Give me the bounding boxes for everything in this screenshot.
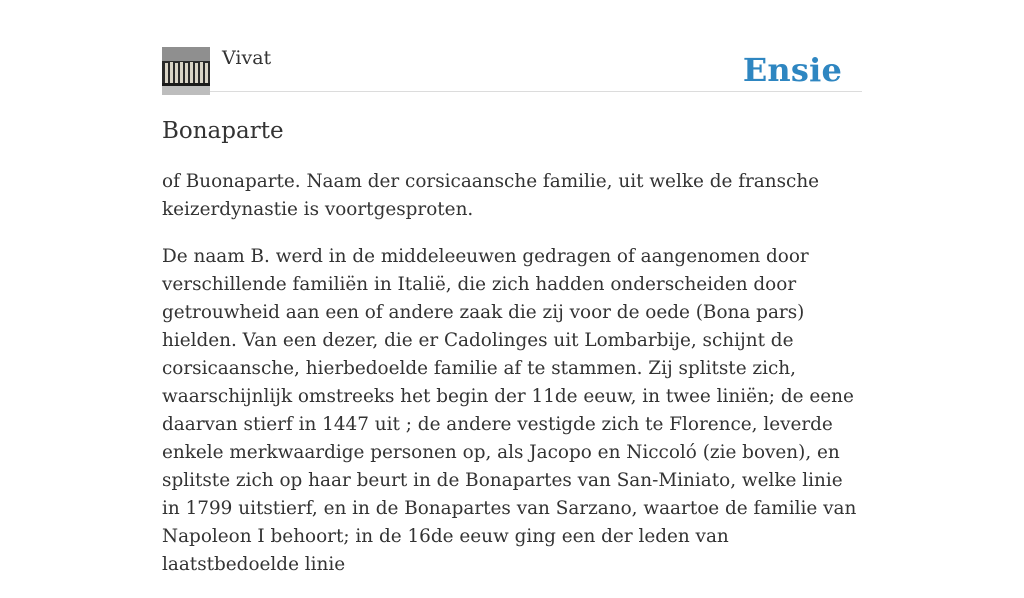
book-shelf-icon — [162, 47, 210, 95]
header — [162, 0, 862, 92]
article-paragraph: of Buonaparte. Naam der corsicaansche familie, uit welke de fransche keizerdynastie is voortgesproten. — [162, 171, 820, 220]
source-avatar[interactable] — [162, 47, 210, 95]
article-body — [162, 168, 862, 598]
article-title: Bonaparte — [162, 118, 284, 144]
ensie-logo[interactable]: Ensie — [742, 51, 842, 89]
page-container — [162, 0, 862, 575]
article-paragraph: De naam B. werd in de middeleeuwen gedragen of aangenomen door verschillende familiën in Italië, die zich hadden onderscheiden door getrouwheid aan een of andere zaak die zij voor de oede (Bona pars) hielden. Van een dezer, die er Cadolinges uit Lombarbije, schijnt de corsicaansche, hierbedoelde familie af te stammen. Zij splitste zich, waarschijnlijk omstreeks het begin der 11de eeuw, in twee liniën; de eene daarvan stierf in 1447 uit ; de andere vestigde zich te Florence, leverde enkele merkwaardige personen op, als Jacopo en Niccoló (zie boven), en splitste zich op haar beurt in de Bonapartes van San-Miniato, welke linie in 1799 uitstierf, en in de Bonapartes van Sarzano, waartoe de familie van Napoleon I behoort; in de 16de eeuw ging een der leden van laatstbedoelde linie — [162, 246, 857, 575]
source-name-link[interactable]: Vivat — [222, 47, 272, 69]
